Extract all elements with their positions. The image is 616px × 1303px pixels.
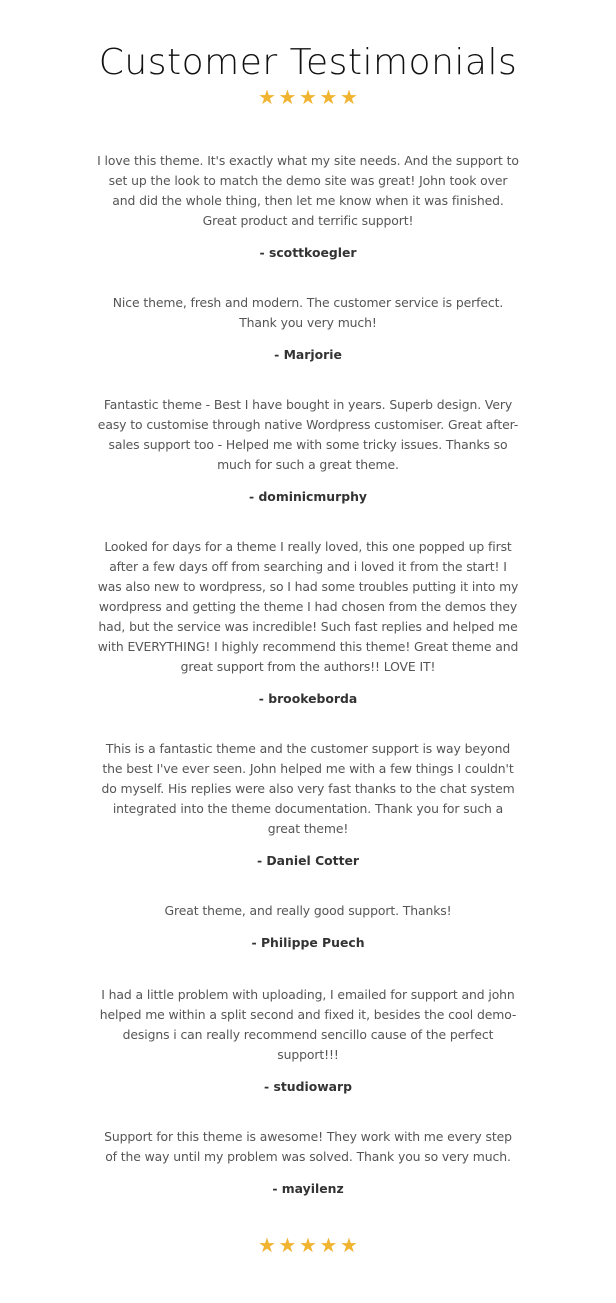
star-icon: ★ [340,1233,358,1257]
testimonial-item [96,395,520,507]
star-icon: ★ [340,85,358,109]
testimonial-item [96,985,520,1097]
testimonial-author: - Daniel Cotter [256,853,360,868]
testimonial-item [96,739,520,871]
testimonial-quote: Nice theme, fresh and modern. The customer service is perfect. Thank you very much! [112,295,504,330]
star-icon: ★ [319,1233,338,1257]
star-icon: ★ [278,85,297,109]
rating-stars-bottom [0,1234,616,1256]
testimonial-author: - mayilenz [272,1181,344,1196]
testimonial-item [96,537,520,709]
star-icon: ★ [278,1233,297,1257]
testimonial-quote: Great theme, and really good support. Thanks! [164,903,452,918]
testimonial-item [96,151,520,263]
testimonial-author: - Marjorie [274,347,342,362]
testimonial-quote: Support for this theme is awesome! They work with me every step of the way until my problem was solved. Thank you so very much. [104,1129,512,1164]
star-icon: ★ [299,85,317,109]
star-icon: ★ [299,1233,317,1257]
testimonial-item [100,293,516,365]
testimonial-quote: This is a fantastic theme and the customer support is way beyond the best I've ever seen. John helped me with a few things I couldn't do myself. His replies were also very fast thanks to the chat system integrated into the theme documentation. Thank you for such a great theme! [101,741,515,836]
rating-stars-top [0,86,616,108]
star-icon: ★ [319,85,338,109]
testimonial-item [100,901,516,953]
testimonial-author: - Philippe Puech [251,935,365,950]
testimonial-quote: I had a little problem with uploading, I emailed for support and john helped me within a split second and fixed it, besides the cool demo-designs i can really recommend sencillo cause of the perfect support!!! [99,987,517,1062]
testimonial-item [100,1127,516,1199]
testimonial-author: - brookeborda [258,691,358,706]
testimonial-author: - dominicmurphy [248,489,368,504]
star-icon: ★ [258,1233,276,1257]
testimonial-quote: Looked for days for a theme I really loved, this one popped up first after a few days off from searching and i loved it from the start! I was also new to wordpress, so I had some troubles putting it into my wordpress and getting the theme I had chosen from the demos they had, but the service was incredible! Such fast replies and helped me with EVERYTHING! I highly recommend this theme! Great theme and great support from the authors!! LOVE IT! [97,539,519,674]
testimonial-author: - scottkoegler [259,245,357,260]
star-icon: ★ [258,85,276,109]
testimonial-quote: I love this theme. It's exactly what my site needs. And the support to set up the look to match the demo site was great! John took over and did the whole thing, then let me know when it was finished. Great product and terrific support! [97,153,519,228]
page-title: Customer Testimonials [98,42,518,83]
testimonial-author: - studiowarp [264,1079,352,1094]
testimonial-quote: Fantastic theme - Best I have bought in years. Superb design. Very easy to customise through native Wordpress customiser. Great after-sales support too - Helped me with some tricky issues. Thanks so much for such a great theme. [97,397,519,472]
